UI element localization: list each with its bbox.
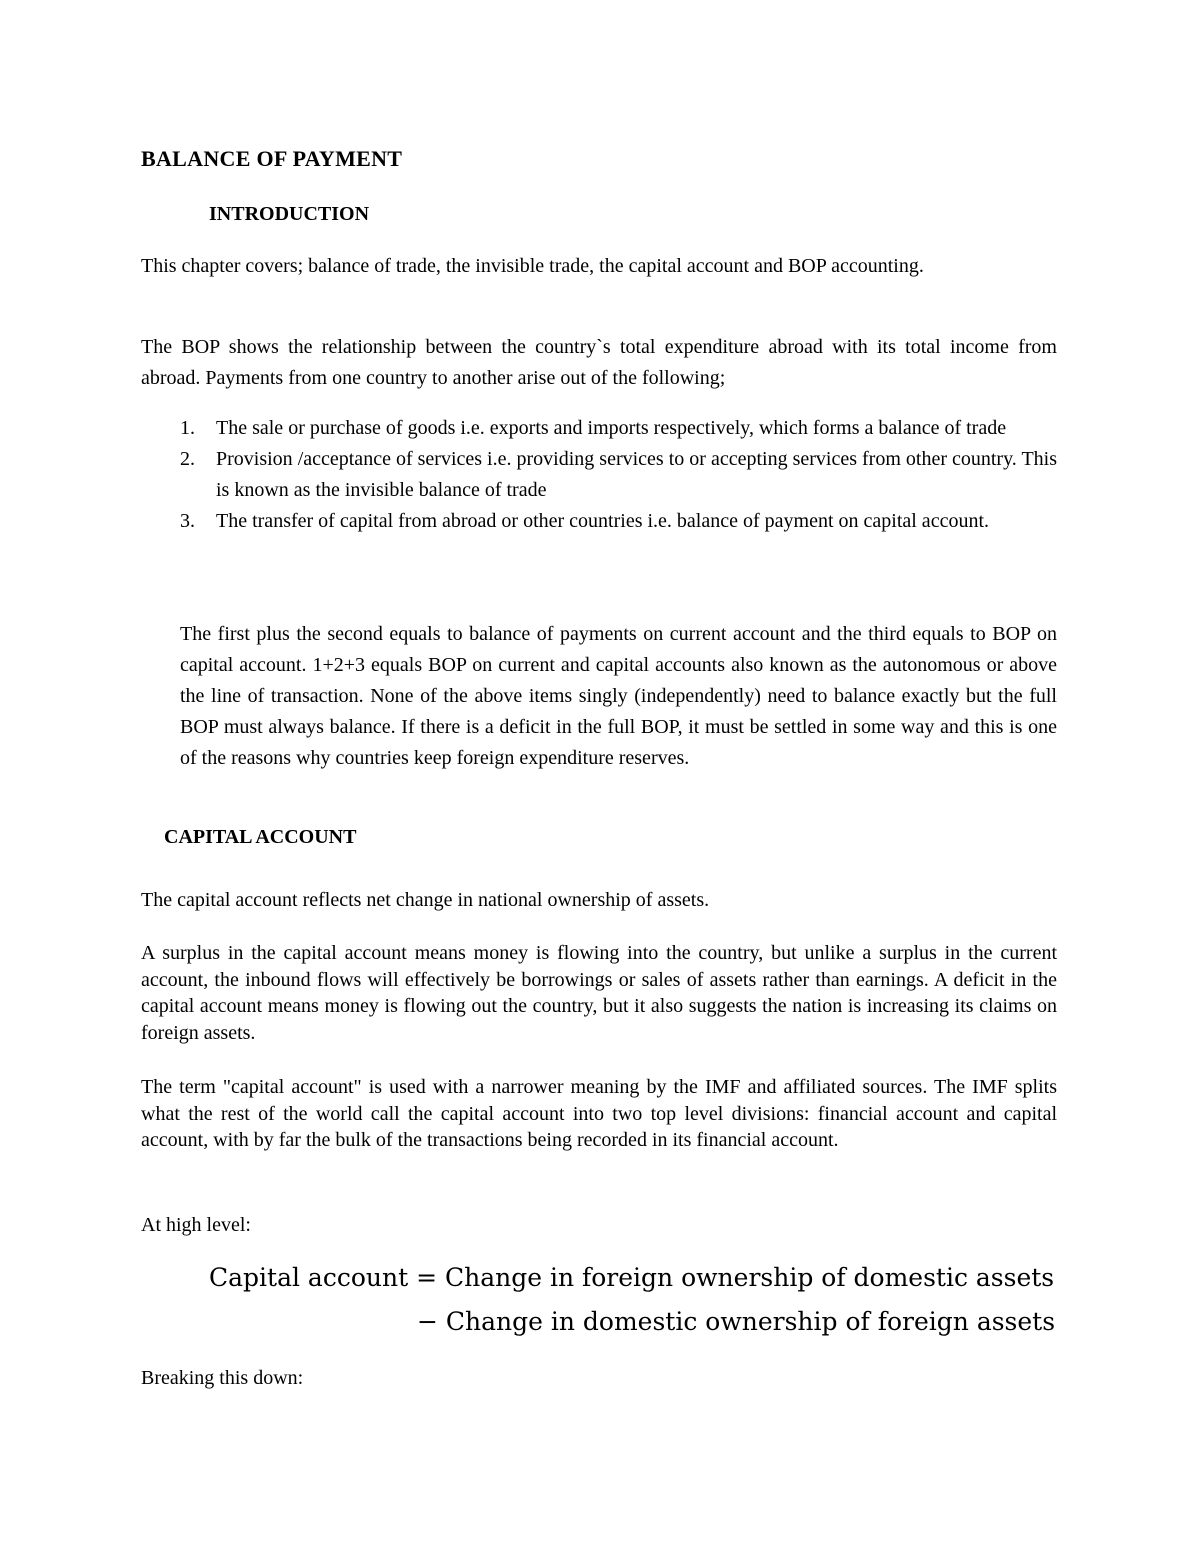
breaking-down-label: Breaking this down: — [141, 1367, 304, 1389]
list-item-number: 1. — [180, 417, 195, 439]
list-item-number: 3. — [180, 510, 195, 532]
formula-line-1: Capital account = Change in foreign ownership of domestic assets — [209, 1263, 1055, 1292]
high-level-label: At high level: — [141, 1214, 251, 1236]
list-item-text: Provision /acceptance of services i.e. providing services to or accepting services from other country. This is known as the invisible balance of trade — [216, 448, 1057, 501]
document-title: BALANCE OF PAYMENT — [141, 146, 403, 171]
payments-list — [141, 413, 1057, 537]
capital-paragraph-3: The term "capital account" is used with a narrower meaning by the IMF and affiliated sources. The IMF splits what the rest of the world call the capital account into two top level divisions: financial account and capital account, with by far the bulk of the transactions being recorded in its financial account. — [141, 1076, 1057, 1151]
list-item-text: The transfer of capital from abroad or other countries i.e. balance of payment on capital account. — [216, 510, 989, 532]
formula-line-2: − Change in domestic ownership of foreign assets — [417, 1307, 1056, 1336]
list-item — [141, 444, 1057, 506]
intro-paragraph-2: The BOP shows the relationship between the country`s total expenditure abroad with its total income from abroad. Payments from one country to another arise out of the following; — [141, 336, 1057, 389]
capital-account-heading: CAPITAL ACCOUNT — [164, 826, 357, 848]
list-item — [141, 413, 1057, 444]
intro-paragraph-1: This chapter covers; balance of trade, the invisible trade, the capital account and BOP accounting. — [141, 255, 924, 277]
capital-paragraph-2: A surplus in the capital account means money is flowing into the country, but unlike a surplus in the current account, the inbound flows will effectively be borrowings or sales of assets rather than earnings. A deficit in the capital account means money is flowing out the country, but it also suggests the nation is increasing its claims on foreign assets. — [141, 942, 1057, 1044]
list-item-text: The sale or purchase of goods i.e. exports and imports respectively, which forms a balance of trade — [216, 417, 1007, 439]
intro-paragraph-3: The first plus the second equals to balance of payments on current account and the third equals to BOP on capital account. 1+2+3 equals BOP on current and capital accounts also known as the autonomous or above the line of transaction. None of the above items singly (independently) need to balance exactly but the full BOP must always balance. If there is a deficit in the full BOP, it must be settled in some way and this is one of the reasons why countries keep foreign expenditure reserves. — [180, 623, 1057, 769]
capital-account-formula — [209, 1256, 1059, 1344]
list-item-number: 2. — [180, 448, 195, 470]
introduction-heading: INTRODUCTION — [209, 203, 370, 225]
list-item — [141, 506, 1057, 537]
capital-paragraph-1: The capital account reflects net change in national ownership of assets. — [141, 889, 710, 911]
